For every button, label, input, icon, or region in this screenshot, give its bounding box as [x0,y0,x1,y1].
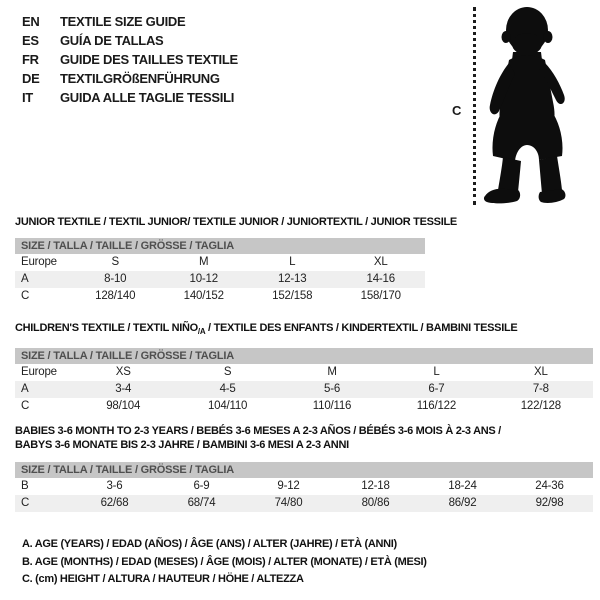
table-row-height [15,398,593,415]
age-value: 8-10 [104,273,127,285]
footnote-c: C. (cm) HEIGHT / ALTURA / HAUTEUR / HÖHE / ALTEZZA [22,573,304,585]
table-row-age [15,271,425,288]
table-row-age-months [15,478,593,495]
legend-footnotes [22,536,427,589]
table-row-height [15,288,425,305]
height-value: 152/158 [272,290,313,302]
junior-table-title-text: JUNIOR TEXTILE / TEXTIL JUNIOR/ TEXTILE JUNIOR / JUNIORTEXTIL / JUNIOR TESSILE [15,216,457,228]
row-label: A [21,383,29,395]
babies-table-title-line2: BABYS 3-6 MONATE BIS 2-3 JAHRE / BAMBINI 3-6 MESI A 2-3 ANNI [15,439,349,451]
language-code: ES [22,33,39,48]
age-value: 5-6 [324,383,341,395]
age-value: 12-13 [278,273,307,285]
size-value: S [223,366,232,378]
age-months-value: 3-6 [106,480,123,492]
age-months-value: 9-12 [277,480,300,492]
row-label: C [21,290,30,302]
language-code: FR [22,52,39,67]
children-table-title-pre: CHILDREN'S TEXTILE / TEXTIL NIÑO [15,322,198,334]
children-table-title [15,322,517,336]
row-label: Europe [21,366,57,378]
footnote-a: A. AGE (YEARS) / EDAD (AÑOS) / ÂGE (ANS) / ALTER (JAHRE) / ETÀ (ANNI) [22,538,397,550]
height-value: 158/170 [360,290,401,302]
height-value: 128/140 [95,290,136,302]
age-value: 3-4 [115,383,132,395]
age-value: 7-8 [532,383,549,395]
row-label: Europe [21,256,57,268]
language-title: GUIDE DES TAILLES TEXTILE [60,52,238,67]
height-value: 122/128 [520,400,561,412]
row-label: A [21,273,29,285]
size-value: S [111,256,119,268]
size-value: XS [115,366,131,378]
age-months-value: 24-36 [535,480,564,492]
row-label: C [21,400,30,412]
language-title: TEXTILE SIZE GUIDE [60,14,186,29]
language-row-de [22,69,238,88]
toddler-silhouette-icon [483,6,578,204]
height-value: 140/152 [183,290,224,302]
size-value: M [199,256,209,268]
language-code: IT [22,90,33,105]
height-measure-label: C [452,103,462,118]
footnote-b: B. AGE (MONTHS) / EDAD (MESES) / ÂGE (MOIS) / ALTER (MONATE) / ETÀ (MESI) [22,555,427,568]
children-table-title-sub: /A [197,327,206,337]
row-label: C [21,497,30,509]
age-months-value: 18-24 [448,480,477,492]
height-value: 62/68 [100,497,129,509]
table-row-age [15,381,593,398]
children-size-table [15,348,593,415]
size-bar: SIZE / TALLA / TAILLE / GRÖSSE / TAGLIA [15,348,593,364]
height-value: 68/74 [187,497,216,509]
age-value: 14-16 [366,273,395,285]
size-value: XL [533,366,548,378]
height-value: 74/80 [274,497,303,509]
table-row-europe [15,364,593,381]
children-table-title-post: / TEXTILE DES ENFANTS / KINDERTEXTIL / BAMBINI TESSILE [205,322,518,334]
height-value: 116/122 [416,400,457,412]
language-row-it [22,88,238,107]
junior-size-table [15,238,425,305]
size-bar: SIZE / TALLA / TAILLE / GRÖSSE / TAGLIA [15,238,425,254]
language-row-en [22,12,238,31]
language-title: TEXTILGRÖßENFÜHRUNG [60,71,220,86]
age-value: 4-5 [219,383,236,395]
language-code: EN [22,14,40,29]
age-months-value: 12-18 [361,480,390,492]
size-value: XL [373,256,388,268]
language-row-fr [22,50,238,69]
height-value: 110/116 [312,400,352,412]
babies-table-title [15,424,501,452]
size-value: L [289,256,296,268]
table-row-height [15,495,593,512]
language-header [22,12,238,107]
height-value: 98/104 [106,400,141,412]
age-months-value: 6-9 [193,480,210,492]
size-bar: SIZE / TALLA / TAILLE / GRÖSSE / TAGLIA [15,462,593,478]
height-value: 80/86 [361,497,390,509]
babies-size-table [15,462,593,512]
table-row-europe [15,254,425,271]
height-measure-dotted-line [473,7,476,205]
language-code: DE [22,71,40,86]
size-value: M [327,366,337,378]
height-value: 86/92 [448,497,477,509]
height-value: 92/98 [535,497,564,509]
language-row-es [22,31,238,50]
babies-table-title-line1: BABIES 3-6 MONTH TO 2-3 YEARS / BEBÉS 3-6 MESES A 2-3 AÑOS / BÉBÉS 3-6 MOIS À 2-3 ANS / [15,425,501,437]
height-value: 104/110 [207,400,248,412]
junior-table-title [15,216,457,228]
age-value: 6-7 [428,383,445,395]
size-value: L [433,366,440,378]
language-title: GUIDA ALLE TAGLIE TESSILI [60,90,235,105]
row-label: B [21,480,29,492]
language-title: GUÍA DE TALLAS [60,33,164,48]
age-value: 10-12 [189,273,218,285]
